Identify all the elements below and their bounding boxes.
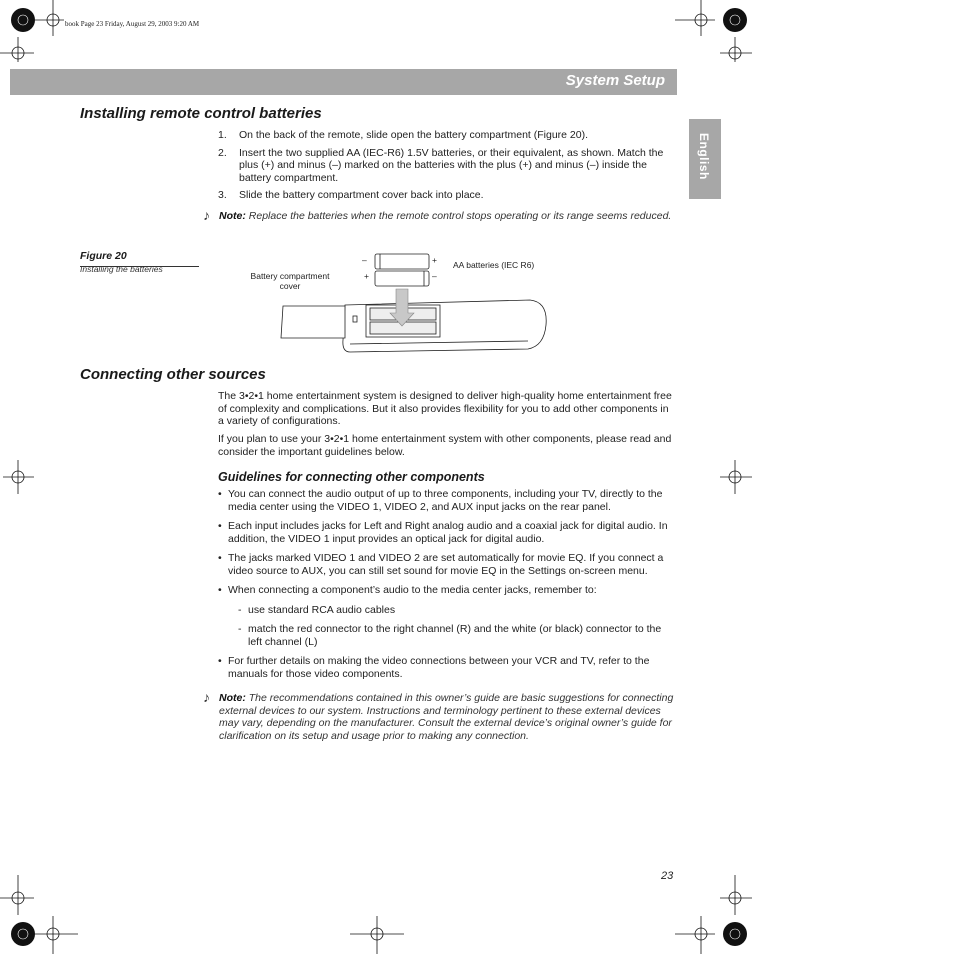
sub-list-item: - use standard RCA audio cables xyxy=(238,603,396,616)
step-item: 1. On the back of the remote, slide open the battery compartment (Figure 20). xyxy=(218,129,589,141)
figure-title: Figure 20 xyxy=(80,250,127,262)
figure-label-batteries: AA batteries (IEC R6) xyxy=(453,260,535,270)
music-note-icon: ♪ xyxy=(203,207,210,223)
list-item: • When connecting a component’s audio to the media center jacks, remember to: - use standard RCA audio cables - match the red connector to the right channel (R) and the white (or black) connector to the left channel (L) xyxy=(218,584,676,648)
sources-note: ♪ Note: The recommendations contained in this owner’s guide are basic suggestions for connecting external devices to our system. Instructions and terminology pertinent to these external devices may vary, depending on the manufacturer. Consult the external device’s original owner’s guide for clarification on its setup and usage prior to making any connection. xyxy=(203,689,674,742)
sources-paragraph: If you plan to use your 3•2•1 home entertainment system with other components, please read and consider the important guidelines below. xyxy=(218,433,672,458)
figure-label-cover: Battery compartment cover xyxy=(250,271,330,291)
page-number: 23 xyxy=(661,870,674,882)
sub-list xyxy=(238,604,676,649)
batteries-heading: Installing remote control batteries xyxy=(80,105,322,122)
list-item: • For further details on making the video connections between your VCR and TV, refer to the manuals for those video components. xyxy=(218,655,650,680)
music-note-icon: ♪ xyxy=(203,689,210,705)
guidelines-list xyxy=(218,488,676,687)
battery-top xyxy=(375,254,429,269)
language-tab-label: English xyxy=(697,133,711,180)
sources-paragraph: The 3•2•1 home entertainment system is designed to deliver high-quality home entertainment free of complexity and complications. But it also provides flexibility for you to add other components in a variety of configurations. xyxy=(218,390,672,427)
figure-subtitle: Installing the batteries xyxy=(80,264,163,274)
battery-sign: + xyxy=(432,255,437,265)
list-item: • The jacks marked VIDEO 1 and VIDEO 2 are set automatically for movie EQ. If you connect a video source to AUX, you can still set sound for movie EQ in the Settings on-screen menu. xyxy=(218,552,664,577)
compartment-cover xyxy=(281,306,345,338)
step-item: 3. Slide the battery compartment cover back into place. xyxy=(218,189,484,201)
print-header: book Page 23 Friday, August 29, 2003 9:20 AM xyxy=(65,20,200,28)
list-item: • You can connect the audio output of up to three components, including your TV, directly to the media center using the VIDEO 1, VIDEO 2, and AUX input jacks on the rear panel. xyxy=(218,488,663,513)
sources-heading: Connecting other sources xyxy=(80,366,266,383)
battery-sign: + xyxy=(364,271,369,281)
section-title: System Setup xyxy=(565,72,665,89)
sub-list-item: - match the red connector to the right channel (R) and the white (or black) connector to the left channel (L) xyxy=(238,623,662,648)
guidelines-heading: Guidelines for connecting other components xyxy=(218,470,485,484)
battery-sign: – xyxy=(362,255,367,265)
batteries-note: ♪ Note: Replace the batteries when the remote control stops operating or its range seems reduced. xyxy=(203,207,672,223)
battery-bottom xyxy=(375,271,429,286)
list-item: • Each input includes jacks for Left and Right analog audio and a coaxial jack for digital audio. In addition, the VIDEO 1 input provides an optical jack for digital audio. xyxy=(218,520,668,545)
step-item: 2. Insert the two supplied AA (IEC-R6) 1.5V batteries, or their equivalent, as shown. Match the plus (+) and minus (–) marked on the batteries with the plus (+) and minus (–) inside the battery compartment. xyxy=(218,146,664,184)
battery-sign: – xyxy=(432,271,437,281)
